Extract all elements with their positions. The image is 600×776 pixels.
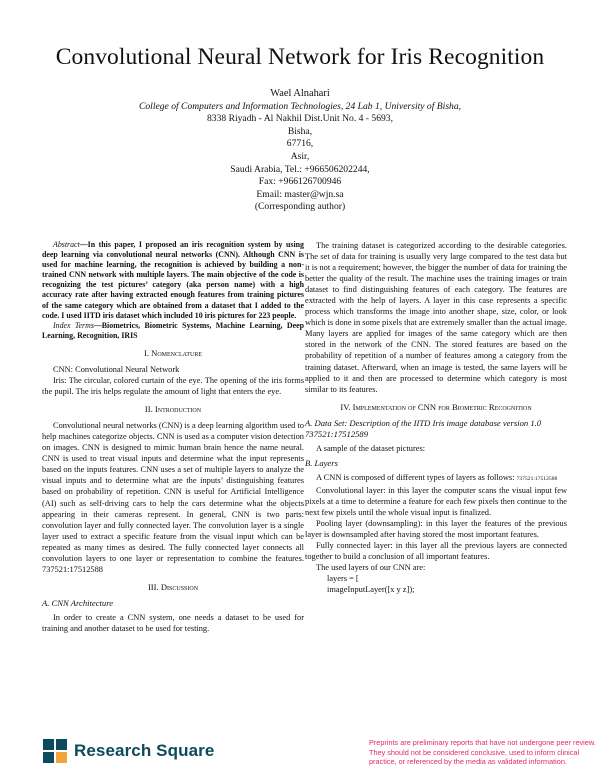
address-line: 67716, <box>286 138 314 150</box>
address-line: (Corresponding author) <box>254 201 346 213</box>
subsection-heading: B. Layers <box>305 457 338 468</box>
section-heading-implementation: IV. Implementation of CNN for Biometric Recognition <box>340 401 532 412</box>
index-terms <box>42 321 304 341</box>
logo-text: Research Square <box>74 741 215 760</box>
address-line: Email: master@wjn.sa <box>256 188 344 200</box>
abstract <box>42 240 304 321</box>
address-line: Saudi Arabia, Tel.: +966506202244, <box>230 163 370 175</box>
address-line: Bisha, <box>287 125 313 137</box>
section-heading-introduction: II. Introduction <box>144 404 202 415</box>
section-heading-nomenclature: I. Nomenclature <box>143 347 203 358</box>
subsection-heading: A. CNN Architecture <box>42 597 114 608</box>
section-heading-discussion: III. Discussion <box>147 581 199 592</box>
paper-title: Convolutional Neural Network for Iris Recognition <box>55 44 545 70</box>
code-line: imageInputLayer([x y z]); <box>327 585 415 595</box>
paragraph: Convolutional layer: in this layer the computer scans the visual input few pixels at a time to determine a feature for each few pixels then continue to the next few pixels until the whole visual input is finalized. <box>305 485 567 518</box>
author-name: Wael Alnahari <box>270 88 330 99</box>
paragraph: Iris: The circular, colored curtain of the eye. The opening of the iris forms the pupil. The iris helps regulate the amount of light that enters the eye. <box>42 376 304 397</box>
abstract-label: Abstract <box>53 240 80 249</box>
code-line: layers = [ <box>327 574 359 584</box>
index-terms-text: —Biometrics, Biometric Systems, Machine Learning, Deep Learning, Recognition, IRIS <box>42 320 304 340</box>
address-line: Asir, <box>290 150 310 162</box>
author-block <box>100 88 500 214</box>
paragraph: In order to create a CNN system, one needs a dataset to be used for training and another dataset to be used for testing. <box>42 612 304 633</box>
layers-intro-text: A CNN is composed of different types of layers as follows: <box>316 472 515 482</box>
paragraph: A sample of the dataset pictures: <box>316 443 426 453</box>
paragraph: The training dataset is categorized according to the desirable categories. The set of data for training is usually very large compared to the test data but it is not a requirement; however, the bigger the number of data for training the better the quality of the result. The machine uses the training images or train dataset to find distinguishing features of each category. The features are extracted with the help of layers. A layer in this case represents a specific process which transforms the image into another shape, size, color, or look which is done in some pixels that are extremely smaller than the actual image. Many layers are applied for images of the same category which are then stored in the network of the CNN. The stored features are based on the probability of repetition of a number of features among a category from the training dataset. Afterward, when an image is tested, the same layers will be applied to it and then are processed to determine which category is most similar to its features. <box>305 241 567 394</box>
right-column <box>305 240 567 595</box>
paragraph: The used layers of our CNN are: <box>316 563 426 573</box>
research-square-logo-icon <box>42 738 68 764</box>
paragraph: CNN: Convolutional Neural Network <box>53 364 180 374</box>
abstract-text: —In this paper, I proposed an iris recognition system by using deep learning via convolutional neural networks (CNN). Although CNN is used for machine learning, the recognition is achieved by building a non-trained CNN network with multiple layers. The main objective of the code is recognizing the test pictures’ category (aka person name) with a high accuracy rate after having extracted enough features from training pictures of the same category which are obtained from a dataset that I added to the code. I used IITD iris dataset which included 10 iris pictures for 223 people. <box>42 240 304 320</box>
paragraph <box>305 472 567 485</box>
left-column <box>42 240 304 634</box>
paragraph: Fully connected layer: in this layer all the previous layers are connected together to build a conclusion of all important features. <box>305 541 567 562</box>
paragraph: Pooling layer (downsampling): in this layer the features of the previous layer is downsampled after having stored the most important features. <box>305 519 567 540</box>
index-terms-label: Index Terms <box>53 320 94 330</box>
subsection-heading: A. Data Set: Description of the IITD Iris image database version 1.0 737521:17512589 <box>305 417 542 439</box>
research-square-logo[interactable] <box>42 738 214 764</box>
preprint-disclaimer: Preprints are preliminary reports that have not undergone peer review. They should not be considered conclusive, used to inform clinical practice, or referenced by the media as validated information. <box>369 738 596 767</box>
address-line: Fax: +966126700946 <box>258 176 342 188</box>
address-line: 8338 Riyadh - Al Nakhil Dist.Unit No. 4 - 5693, <box>206 113 393 125</box>
paragraph: Convolutional neural networks (CNN) is a deep learning algorithm used to help machines categorize objects. CNN is used as a computer vision detection on images. CNN is designed to mimic human brain hence the name neural. CNN is used to treat visual inputs and determine what the input represents based on the inputs features. CNN uses a set of multiple layers to analyze the visual inputs and to determine what are the inputs’ distinguishing features based on probability of repetition. CNN is useful for Artificial Intelligence (AI) such as self-driving cars to help the cars determine what the objects appearing in their cameras represent. In general, CNN is two parts: convolution layer and fully connected layer. The convolution layer is a single layer used to extract a specific feature from the visual input which can be repeated as many times as desired. The fully connected layer connects all convolution layers to one layer or representation to combine the features. 737521:17512588 <box>42 421 304 574</box>
author-affiliation: College of Computers and Information Technologies, 24 Lab 1, University of Bisha, <box>138 100 462 112</box>
citation-id: 737521:17512588 <box>516 475 558 482</box>
